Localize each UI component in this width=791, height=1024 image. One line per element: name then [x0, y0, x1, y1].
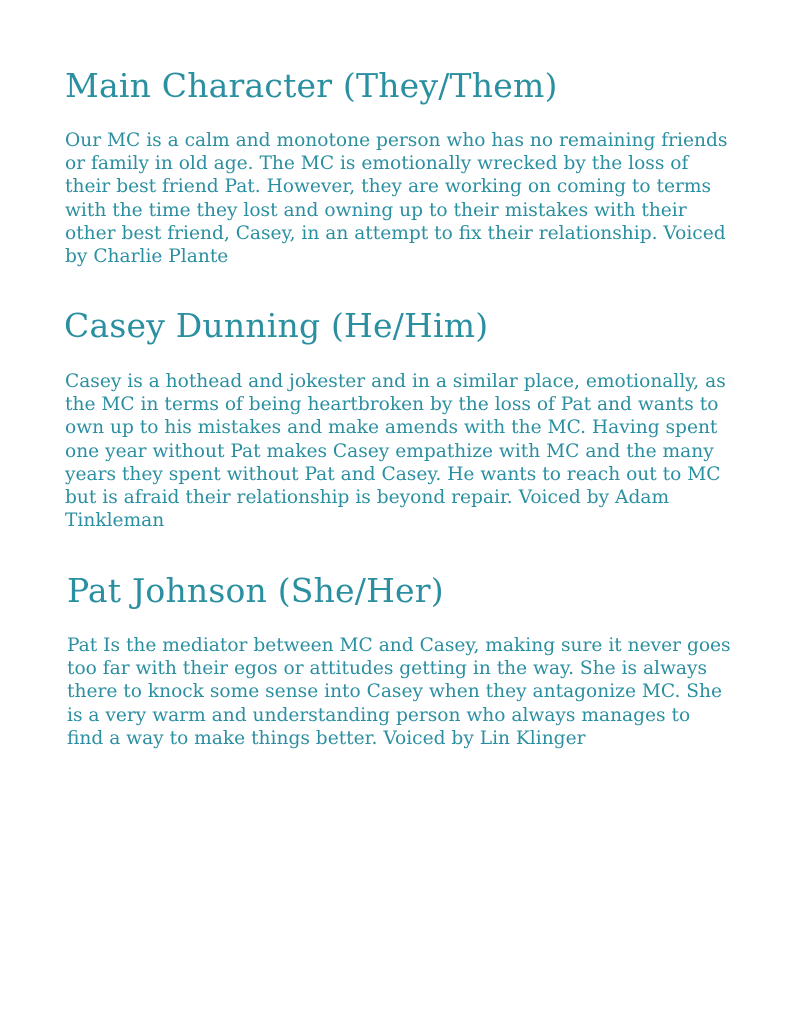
character-description: Pat Is the mediator between MC and Casey, making sure it never goes too far with their egos or attitudes getting in the way. She is always there to knock some sense into Casey when they antagonize MC. She is a very warm and understanding person who always manages to find a way to make things better. Voiced by Lin Klinger — [67, 635, 731, 749]
character-heading: Main Character (They/Them) — [65, 66, 558, 105]
character-heading: Casey Dunning (He/Him) — [64, 306, 489, 345]
character-description: Our MC is a calm and monotone person who has no remaining friends or family in old age. The MC is emotionally wrecked by the loss of their best friend Pat. However, they are working on coming to terms with the time they lost and owning up to their mistakes with their other best friend, Casey, in an attempt to fix their relationship. Voiced by Charlie Plante — [65, 130, 728, 268]
character-heading: Pat Johnson (She/Her) — [67, 571, 444, 610]
character-description: Casey is a hothead and jokester and in a similar place, emotionally, as the MC in terms of being heartbroken by the loss of Pat and wants to own up to his mistakes and make amends with the MC. Having spent one year without Pat makes Casey empathize with MC and the many years they spent without Pat and Casey. He wants to reach out to MC but is afraid their relationship is beyond repair. Voiced by Adam Tinkleman — [65, 371, 726, 532]
